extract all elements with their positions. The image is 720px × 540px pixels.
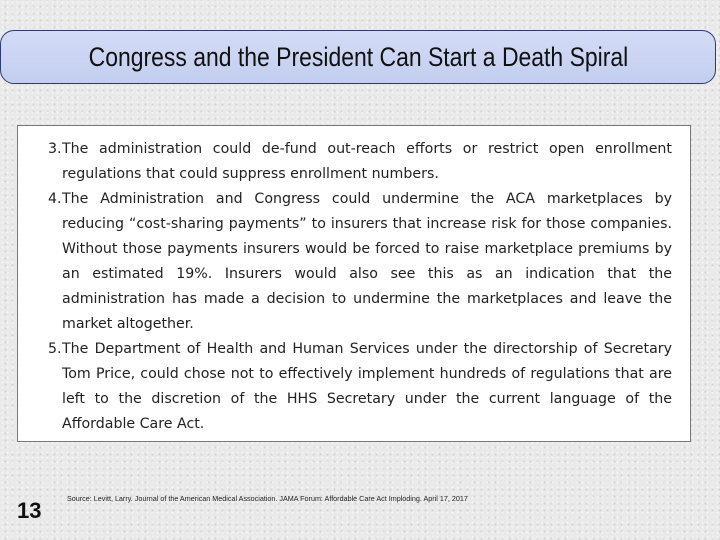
list-item <box>48 337 672 437</box>
list-item-number: 5. <box>48 341 62 357</box>
numbered-list <box>48 137 672 437</box>
list-item <box>48 187 672 337</box>
list-item-number: 4. <box>48 191 62 207</box>
slide-title: Congress and the President Can Start a Death Spiral <box>88 41 628 72</box>
page-number: 13 <box>17 498 42 523</box>
slide-title-bar <box>0 30 716 84</box>
list-item-text: The Department of Health and Human Services under the directorship of Secretary Tom Price, could chose not to effectively implement hundreds of regulations that are left to the discretion of the HHS Secretary under the current language of the Affordable Care Act. <box>62 341 672 432</box>
list-item <box>48 137 672 187</box>
content-box <box>17 125 691 442</box>
source-citation: Source: Levitt, Larry. Journal of the American Medical Association. JAMA Forum: Affordable Care Act Imploding. April 17, 2017 <box>67 494 468 503</box>
list-item-text: The administration could de-fund out-reach efforts or restrict open enrollment regulations that could suppress enrollment numbers. <box>62 141 672 182</box>
list-item-text: The Administration and Congress could undermine the ACA marketplaces by reducing “cost-sharing payments” to insurers that increase risk for those companies. Without those payments insurers would be forced to raise marketplace premiums by an estimated 19%. Insurers would also see this as an indication that the administration has made a decision to undermine the marketplaces and leave the market altogether. <box>62 191 672 332</box>
list-item-number: 3. <box>48 141 62 157</box>
